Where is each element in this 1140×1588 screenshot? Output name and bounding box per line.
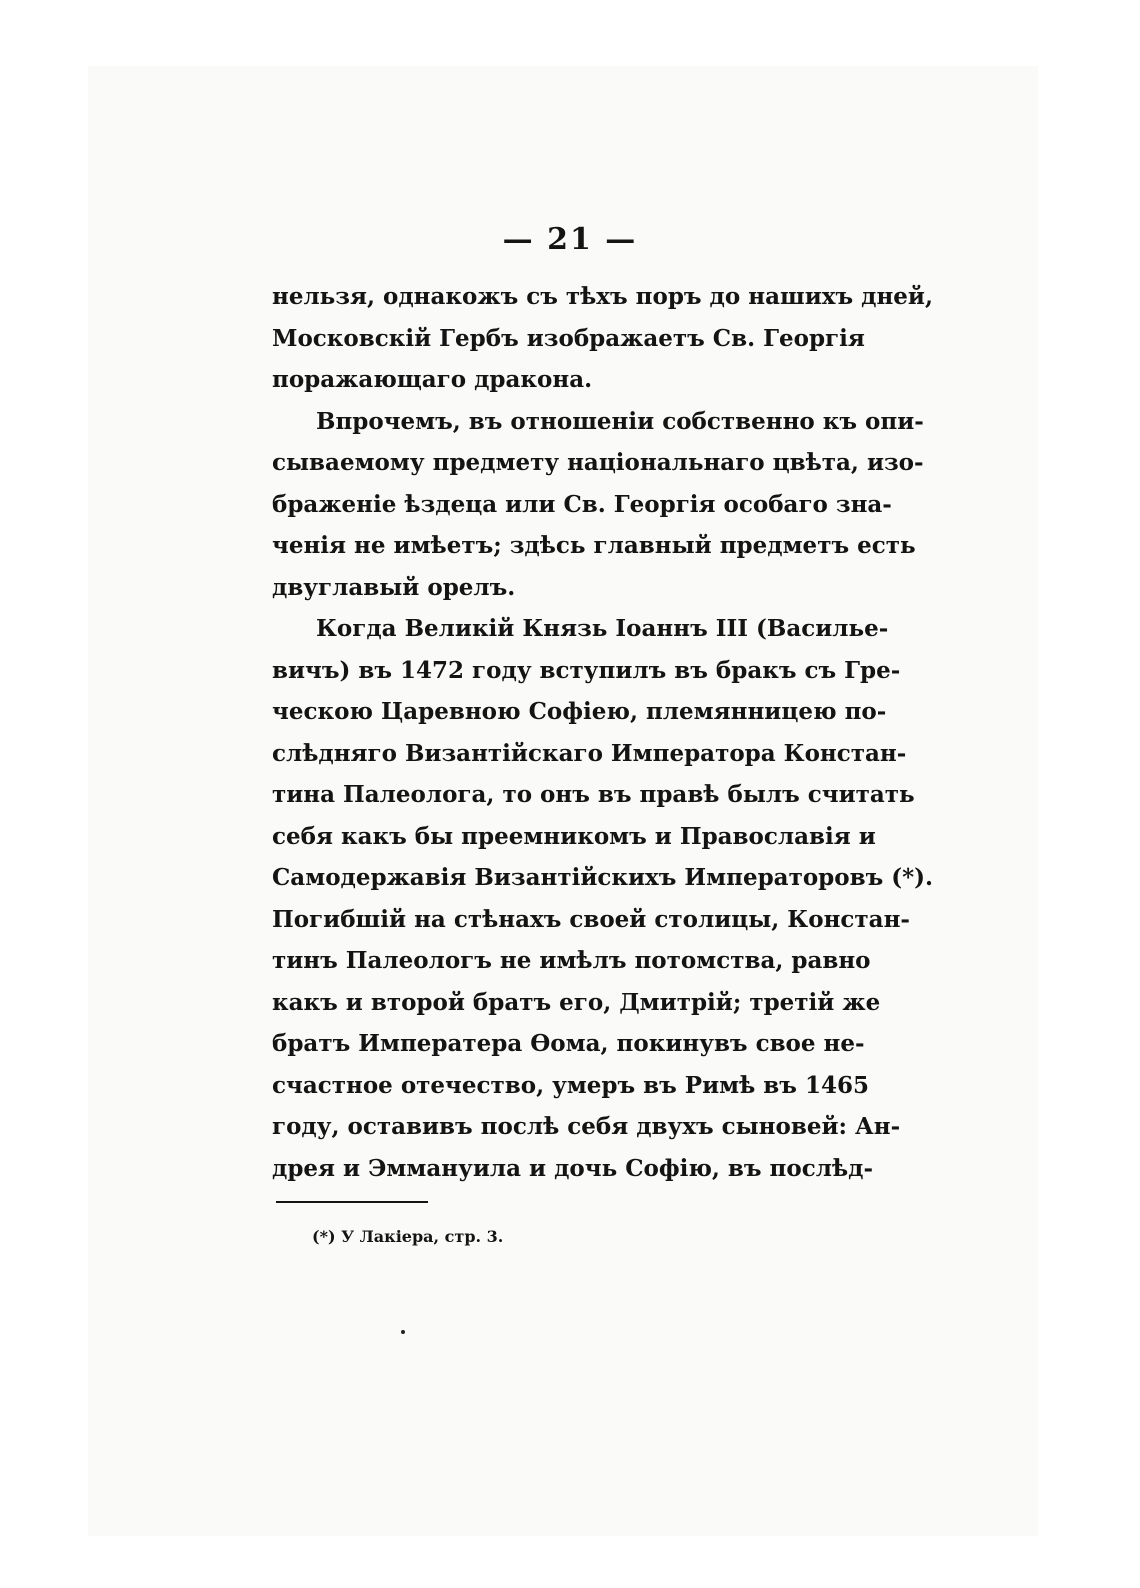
text-line: Впрочемъ, въ отношеніи собственно къ опи- [316,407,924,435]
body-text [272,276,934,1189]
text-line: тинъ Палеологъ не имѣлъ потомства, равно [272,947,871,974]
text-line: Московскій Гербъ изображаетъ Св. Георгія [272,324,865,352]
text-line: нельзя, однакожъ съ тѣхъ поръ до нашихъ дней, [272,283,933,310]
text-line: счастное отечество, умеръ въ Римѣ въ 1465 [272,1071,869,1099]
text-line: браженіе ѣздеца или Св. Георгія особаго зна- [272,490,892,518]
text-line: году, оставивъ послѣ себя двухъ сыновей: Ан- [272,1113,901,1140]
text-line: двуглавый орелъ. [272,573,516,601]
text-line: слѣдняго Византійскаго Императора Констан- [272,739,907,767]
footnote-rule [276,1201,428,1203]
page-number: — 21 — [502,222,638,257]
text-line: поражающаго дракона. [272,366,593,393]
text-line: Когда Великій Князь Іоаннъ III (Василье- [316,615,889,642]
text-line: дрея и Эммануила и дочь Софію, въ послѣд- [272,1154,873,1182]
text-line: тина Палеолога, то онъ въ правѣ былъ считать [272,781,915,808]
text-line: Самодержавія Византійскихъ Императоровъ (*). [272,864,934,891]
ink-speck [401,1330,405,1334]
text-line: Погибшій на стѣнахъ своей столицы, Констан- [272,905,910,933]
text-line: ческою Царевною Софіею, племянницею по- [272,698,887,725]
footnote: (*) У Лакіера, стр. 3. [312,1227,504,1246]
text-line: какъ и второй братъ его, Дмитрій; третій же [272,988,881,1016]
text-line: вичъ) въ 1472 году вступилъ въ бракъ съ Гре- [272,656,901,684]
text-line: себя какъ бы преемникомъ и Православія и [272,822,876,850]
text-line: братъ Императера Ѳома, покинувъ свое не- [272,1030,865,1057]
text-line: ченія не имѣетъ; здѣсь главный предметъ есть [272,532,916,559]
text-line: сываемому предмету національнаго цвѣта, изо- [272,449,924,476]
